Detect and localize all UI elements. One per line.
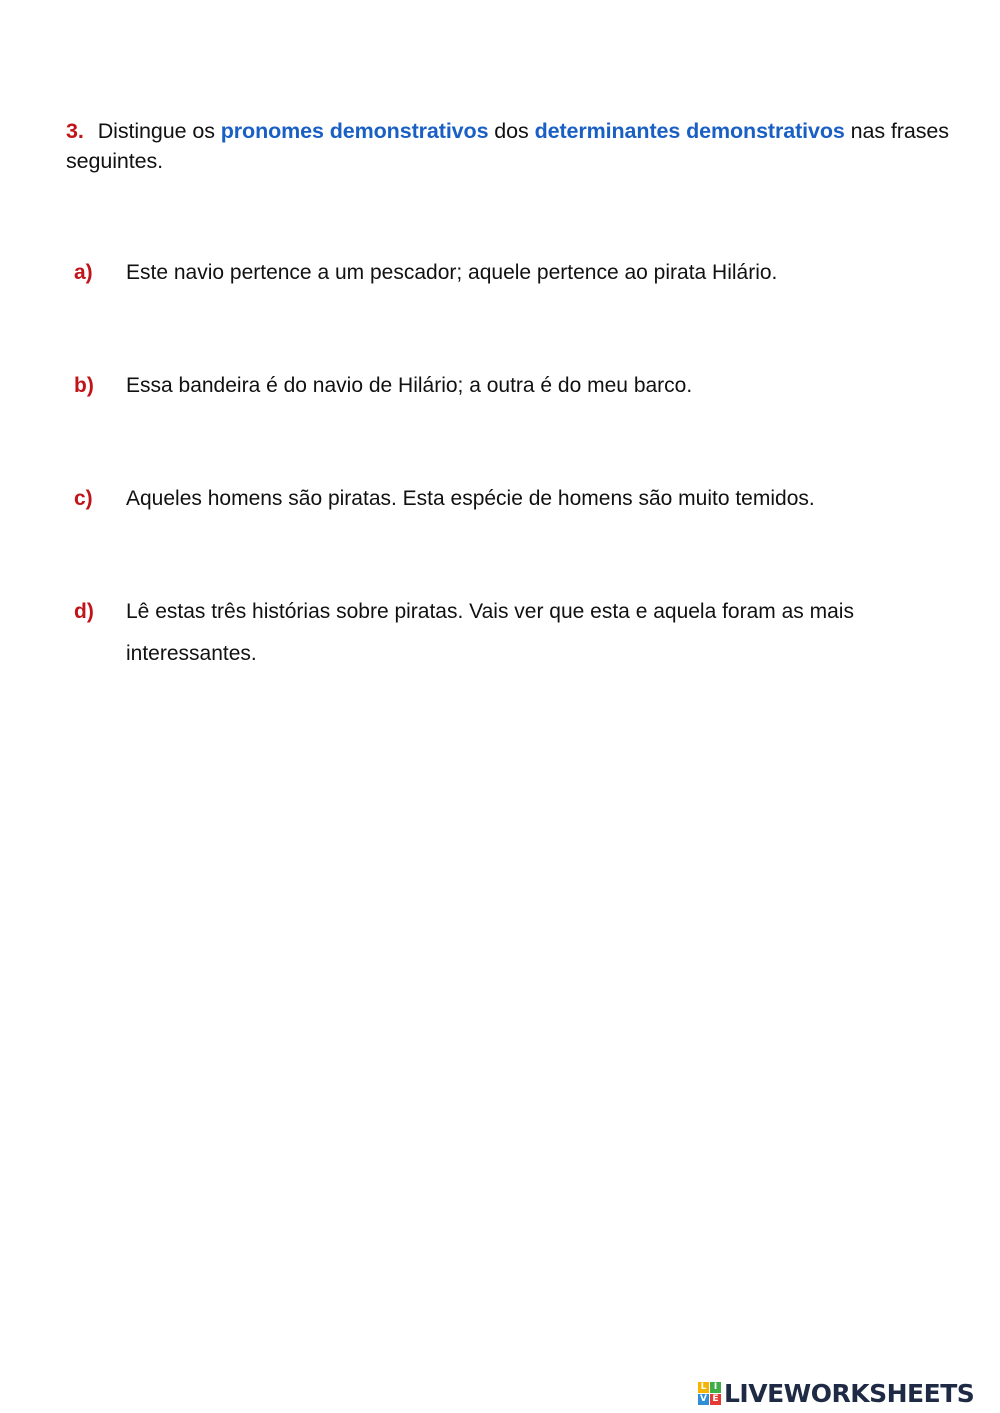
logo-text: LIVEWORKSHEETS — [724, 1378, 975, 1408]
item-sentence: Essa bandeira é do navio de Hilário; a outra é do meu barco. — [126, 374, 693, 397]
item-letter: d) — [74, 600, 94, 623]
item-letter: c) — [74, 487, 93, 510]
term-determinantes-demonstrativos: determinantes demonstrativos — [534, 119, 845, 143]
exercise-number: 3. — [66, 119, 84, 143]
item-sentence: Aqueles homens são piratas. Esta espécie de homens são muito temidos. — [126, 487, 815, 510]
item-letter: a) — [74, 261, 93, 284]
sentence-item-a — [74, 252, 954, 294]
exercise-instruction — [66, 116, 981, 176]
instruction-text-after: nas frases seguintes. — [66, 119, 949, 173]
instruction-text-middle: dos — [488, 119, 535, 143]
sentence-item-b — [74, 365, 954, 407]
instruction-text-before: Distingue os — [97, 119, 221, 143]
logo-badge-icon: L I V E — [698, 1382, 721, 1405]
sentence-item-c — [74, 478, 954, 520]
liveworksheets-logo — [698, 1378, 974, 1408]
item-sentence: Lê estas três histórias sobre piratas. Vais ver que esta e aquela foram as mais interessantes. — [126, 600, 854, 665]
term-pronomes-demonstrativos: pronomes demonstrativos — [220, 119, 489, 143]
item-letter: b) — [74, 374, 94, 397]
sentence-item-d — [74, 591, 954, 675]
item-sentence: Este navio pertence a um pescador; aquele pertence ao pirata Hilário. — [126, 261, 778, 284]
